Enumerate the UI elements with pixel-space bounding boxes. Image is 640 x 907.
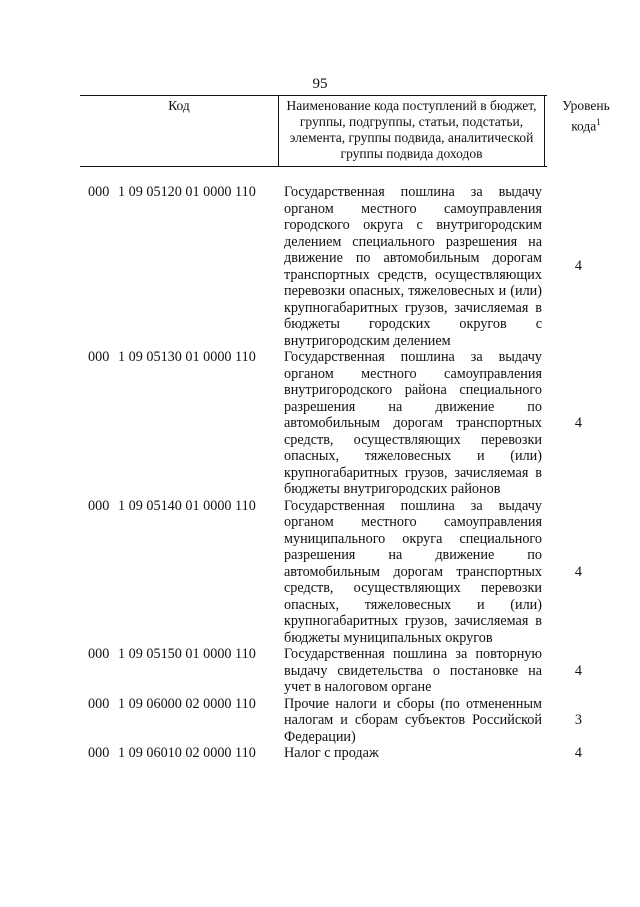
- table-row: [88, 349, 588, 498]
- row-name: Налог с продаж: [284, 745, 379, 761]
- header-top-rule: [80, 95, 547, 96]
- row-code: 1 09 06010 02 0000 110: [118, 745, 256, 761]
- row-level: 4: [574, 415, 582, 431]
- row-code: 1 09 05150 01 0000 110: [118, 646, 256, 662]
- row-kbk: 000: [88, 349, 110, 365]
- row-level: 4: [574, 745, 582, 761]
- header-level-label: Уровень кода: [562, 98, 610, 134]
- header-name: Наименование кода поступлений в бюджет, группы, подгруппы, статьи, подстатьи, элемента, группы подвида, аналитической группы подвида доходов: [286, 98, 537, 161]
- row-kbk: 000: [88, 695, 110, 712]
- row-code: 1 09 05130 01 0000 110: [118, 349, 256, 365]
- table-row: [88, 646, 588, 696]
- table-row: [88, 184, 588, 349]
- row-level: 4: [574, 662, 582, 679]
- row-name: Прочие налоги и сборы (по отмененным налогам и сборам субъектов Российской Федерации): [284, 695, 542, 745]
- row-name: Государственная пошлина за повторную выдачу свидетельства о постановке на учет в налоговом органе: [284, 646, 542, 695]
- header-divider-2: [544, 95, 545, 167]
- row-kbk: 000: [88, 497, 110, 514]
- row-code: 1 09 05140 01 0000 110: [118, 497, 256, 514]
- row-code: 1 09 06000 02 0000 110: [118, 695, 256, 712]
- header-level-footnote: 1: [596, 117, 601, 127]
- row-level: 4: [574, 563, 582, 580]
- row-kbk: 000: [88, 184, 110, 200]
- row-code: 1 09 05120 01 0000 110: [118, 184, 256, 200]
- row-name: Государственная пошлина за выдачу органом местного самоуправления муниципального округа специального разрешения на движение по автомобильным дорогам транспортных средств, осуществляющих перевозки опасных, тяжеловесных и (или) крупногабаритных грузов, зачисляемая в бюджеты муниципальных округов: [284, 497, 542, 646]
- header-code: Код: [168, 98, 190, 113]
- table-body: [88, 184, 588, 762]
- table-row: [88, 696, 588, 746]
- row-level: 3: [574, 712, 582, 728]
- row-kbk: 000: [88, 646, 110, 662]
- page-number: 95: [312, 76, 328, 92]
- header-bottom-rule: [80, 166, 547, 167]
- row-kbk: 000: [88, 745, 110, 761]
- row-name: Государственная пошлина за выдачу органом местного самоуправления внутригородского района специального разрешения на движение по автомобильным дорогам транспортных средств, осуществляющих перевозки опасных, тяжеловесных и (или) крупногабаритных грузов, зачисляемая в бюджеты внутригородских районов: [284, 349, 542, 497]
- row-name: Государственная пошлина за выдачу органом местного самоуправления городского округа с внутригородским делением специального разрешения на движение по автомобильным дорогам транспортных средств, осуществляющих перевозки опасных, тяжеловесных и (или) крупногабаритных грузов, зачисляемая в бюджеты городских округов с внутригородским делением: [284, 184, 542, 349]
- table-row: [88, 745, 588, 762]
- table-row: [88, 498, 588, 647]
- row-level: 4: [574, 258, 582, 275]
- header-level: [547, 98, 625, 135]
- table-header: [80, 95, 610, 167]
